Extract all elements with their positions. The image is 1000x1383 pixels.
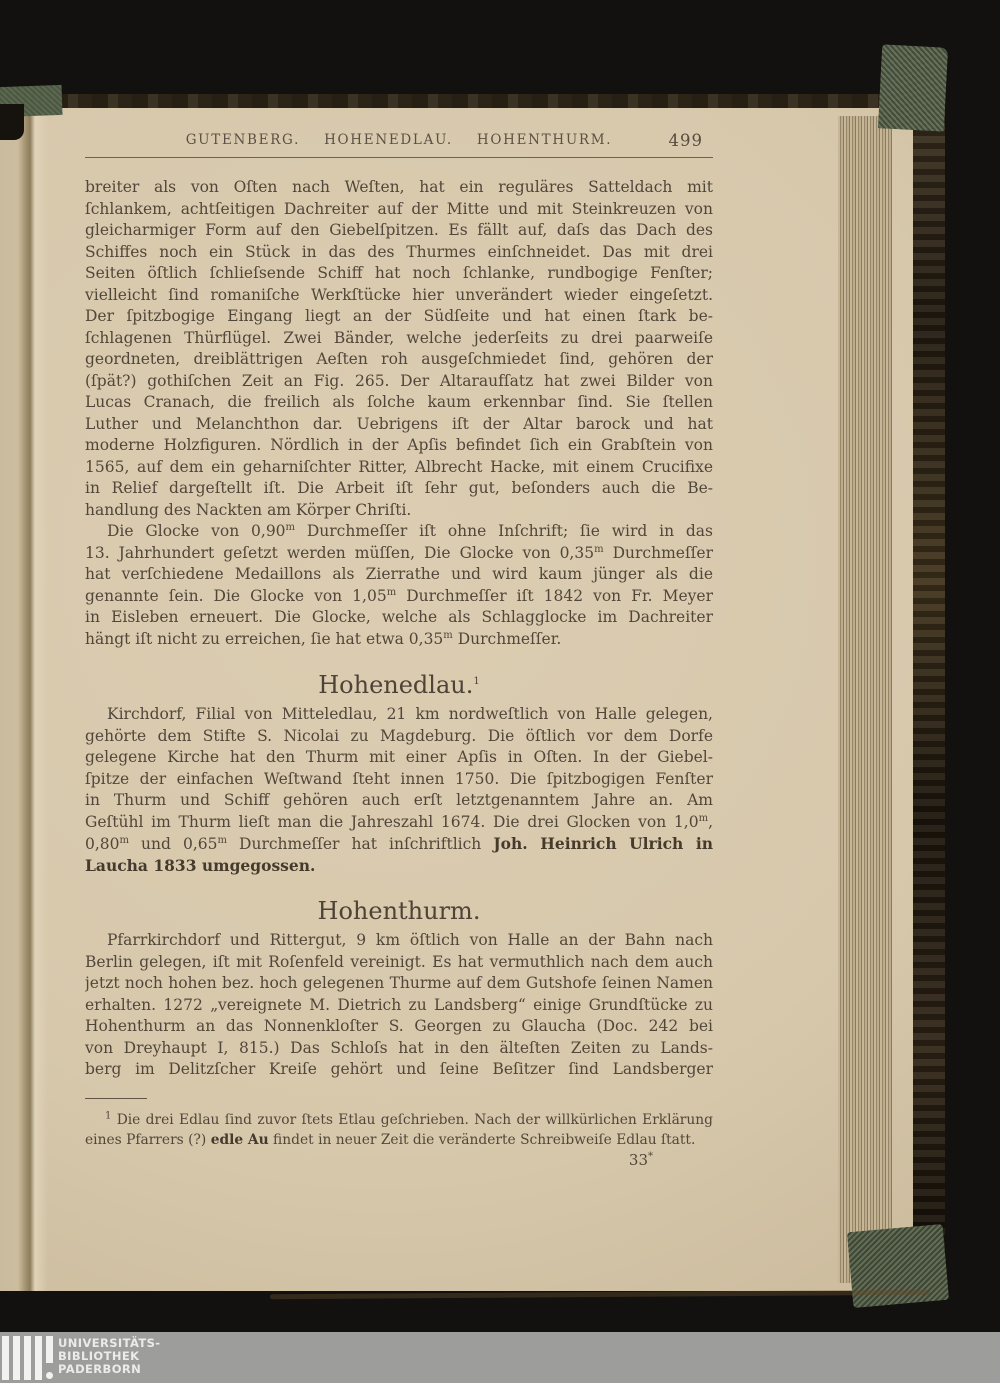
text-segment: berg im Delitzſcher Kreiſe gehört und ſeine Beſitzer ſind Landsberger bbox=[85, 1060, 713, 1078]
text-segment: 0,80 bbox=[85, 835, 120, 853]
library-name-line: UNIVERSITÄTS- bbox=[58, 1336, 161, 1350]
text-segment: m bbox=[217, 834, 227, 846]
text-segment: edle Au bbox=[210, 1132, 269, 1148]
text-line bbox=[85, 1016, 713, 1038]
text-segment: m bbox=[698, 812, 709, 824]
text-line bbox=[85, 973, 713, 995]
logo-dot bbox=[46, 1372, 53, 1379]
text-line bbox=[85, 349, 713, 371]
text-segment: in Eisleben erneuert. Die Glocke, welche als Schlagglocke im Dachreiter bbox=[85, 608, 713, 626]
logo-bar bbox=[13, 1336, 20, 1380]
text-segment: , bbox=[708, 812, 713, 831]
text-segment: Der ſpitzbogige Eingang liegt an der Südſeite und hat einen ſtark be- bbox=[85, 307, 713, 325]
text-segment: Durchmeſſer iſt ohne Inſchrift; ſie wird in das bbox=[295, 522, 713, 540]
text-line bbox=[85, 285, 713, 307]
library-logo-icon bbox=[2, 1336, 54, 1380]
text-line bbox=[85, 607, 713, 629]
text-column bbox=[85, 132, 713, 1169]
text-segment: Die drei Edlau ſind zuvor ſtets Etlau geſchrieben. Nach der willkürlichen Erklärung bbox=[111, 1111, 713, 1128]
cover-cloth-corner-bottom-right bbox=[847, 1224, 949, 1308]
text-segment: Hohenedlau. bbox=[318, 671, 474, 699]
footnote bbox=[85, 1110, 713, 1151]
text-segment: hängt iſt nicht zu erreichen, ſie hat etwa 0,35 bbox=[85, 629, 444, 648]
text-line bbox=[85, 199, 713, 221]
text-line bbox=[85, 478, 713, 500]
header-rule bbox=[85, 157, 713, 158]
text-line bbox=[85, 586, 713, 608]
page-number: 499 bbox=[668, 131, 703, 150]
text-segment: (ſpät?) gothiſchen Zeit an Fig. 265. Der Altaraufſatz hat zwei Bilder von bbox=[85, 371, 713, 390]
text-line bbox=[85, 930, 713, 952]
text-segment: gleicharmiger Form auf den Giebelſpitzen. Es fällt auf, daſs das Dach des bbox=[85, 221, 713, 239]
text-segment: Durchmeſſer iſt 1842 von Fr. Meyer bbox=[396, 586, 713, 605]
text-segment: eines Pfarrers (?) bbox=[85, 1132, 211, 1148]
text-line bbox=[85, 747, 713, 769]
cover-edge-strip bbox=[913, 110, 945, 1288]
text-segment: 13. Jahrhundert geſetzt werden müſſen, Die Glocke von 0,35 bbox=[85, 543, 595, 562]
text-line bbox=[85, 220, 713, 242]
footnote-rule bbox=[85, 1098, 147, 1099]
text-line bbox=[85, 790, 713, 812]
text-segment: Durchmeſſer bbox=[603, 543, 713, 562]
text-segment: gehörte dem Stifte S. Nicolai zu Magdeburg. Die öſtlich vor dem Dorfe bbox=[85, 726, 713, 745]
text-segment: * bbox=[648, 1150, 653, 1162]
text-segment: m bbox=[594, 543, 604, 555]
text-segment: Kirchdorf, Filial von Mitteledlau, 21 km nordweſtlich von Halle gelegen, bbox=[107, 705, 713, 723]
text-line bbox=[85, 306, 713, 328]
text-segment: 1 bbox=[105, 1109, 112, 1121]
text-segment: Hohenthurm. bbox=[317, 897, 481, 925]
running-header-title: GUTENBERG. bbox=[185, 132, 301, 148]
text-segment: ſchlankem, achtſeitigen Dachreiter auf der Mitte und mit Steinkreuzen von bbox=[85, 199, 713, 218]
library-name-line: PADERBORN bbox=[58, 1362, 142, 1376]
text-segment: und 0,65 bbox=[129, 835, 218, 853]
text-line bbox=[85, 564, 713, 586]
text-line bbox=[85, 952, 713, 974]
text-segment: in Relief dargeſtellt iſt. Die Arbeit iſt ſehr gut, beſonders auch die Be- bbox=[85, 479, 713, 497]
text-segment: Luther und Melanchthon dar. Uebrigens iſt der Altar barock und hat bbox=[85, 414, 713, 433]
text-segment: Lucas Cranach, die freilich als ſolche kaum erkennbar ſind. Sie ſtellen bbox=[85, 393, 713, 411]
text-segment: findet in neuer Zeit die veränderte Schreibweiſe Edlau ſtatt. bbox=[268, 1132, 696, 1148]
text-line bbox=[85, 543, 713, 565]
text-segment: Berlin gelegen, iſt mit Roſenfeld vereinigt. Es hat vermuthlich nach dem auch bbox=[85, 952, 713, 971]
text-segment: Durchmeſſer. bbox=[452, 629, 562, 648]
text-segment: moderne Holzfiguren. Nördlich in der Apſis befindet ſich ein Grabſtein von bbox=[85, 436, 713, 454]
text-segment: Durchmeſſer hat inſchriftlich bbox=[227, 835, 494, 853]
running-header-title: HOHENTHURM. bbox=[476, 132, 613, 148]
text-line bbox=[85, 704, 713, 726]
text-line bbox=[85, 1038, 713, 1060]
text-line bbox=[85, 414, 713, 436]
text-segment: m bbox=[285, 521, 296, 533]
text-segment: breiter als von Oſten nach Weſten, hat ein reguläres Satteldach mit bbox=[85, 178, 713, 196]
section-heading bbox=[85, 896, 713, 926]
text-segment: genannte ſein. Die Glocke von 1,05 bbox=[85, 586, 387, 605]
text-line bbox=[85, 521, 713, 543]
text-segment: ſpitze der einfachen Weſtwand ſteht innen 1750. Die ſpitzbogigen Fenſter bbox=[85, 769, 713, 788]
footnote-line bbox=[85, 1130, 713, 1151]
text-line bbox=[85, 995, 713, 1017]
running-header-title: HOHENEDLAU. bbox=[324, 132, 453, 148]
text-segment: erhalten. 1272 „vereignete M. Dietrich zu Landsberg“ einige Grundſtücke zu bbox=[85, 995, 713, 1014]
text-line bbox=[85, 242, 713, 264]
text-segment: ſchlagenen Thürflügel. Zwei Bänder, welche jederſeits zu drei paarweiſe bbox=[85, 328, 713, 347]
book-fore-edge-pages bbox=[838, 116, 892, 1283]
text-line bbox=[85, 833, 713, 855]
text-segment: von Dreyhaupt I, 815.) Das Schloſs hat in den älteſten Zeiten zu Lands- bbox=[85, 1038, 713, 1057]
text-segment: Seiten öſtlich ſchlieſsende Schiff hat noch ſchlanke, rundbogige Fenſter; bbox=[85, 264, 713, 282]
text-segment: geordneten, dreiblättrigen Aeſten roh ausgeſchmiedet ſind, gehören der bbox=[85, 350, 713, 368]
text-segment: in Thurm und Schiff gehören auch erſt letztgenanntem Jahre an. Am bbox=[85, 791, 713, 809]
library-watermark-band bbox=[0, 1332, 1000, 1383]
text-segment: Pfarrkirchdorf und Rittergut, 9 km öſtlich von Halle an der Bahn nach bbox=[107, 931, 713, 949]
book-bottom-edge-streak bbox=[270, 1290, 930, 1300]
text-segment: Geſtühl im Thurm lieſt man die Jahreszahl 1674. Die drei Glocken von 1,0 bbox=[85, 812, 699, 831]
section-heading bbox=[85, 670, 713, 700]
text-line bbox=[85, 1059, 713, 1081]
signature-mark bbox=[85, 1151, 713, 1169]
text-segment: 33 bbox=[628, 1150, 648, 1169]
text-segment: Joh. Heinrich Ulrich in bbox=[493, 834, 713, 853]
logo-bar bbox=[46, 1336, 53, 1363]
text-segment: Die Glocke von 0,90 bbox=[107, 522, 286, 540]
logo-bar bbox=[24, 1336, 31, 1380]
body-text bbox=[85, 177, 713, 1081]
library-name-line: BIBLIOTHEK bbox=[58, 1349, 140, 1363]
text-segment: Laucha 1833 umgegossen. bbox=[85, 855, 316, 875]
logo-bar bbox=[35, 1336, 42, 1380]
text-segment: Hohenthurm an das Nonnenkloſter S. Georgen zu Glaucha (Doc. 242 bei bbox=[85, 1017, 713, 1035]
library-name bbox=[58, 1337, 160, 1376]
text-segment: gelegene Kirche hat den Thurm mit einer Apſis in Oſten. In der Giebel- bbox=[85, 748, 713, 766]
text-segment: m bbox=[119, 834, 129, 846]
text-segment: jetzt noch hohen bez. hoch gelegenen Thurme auf dem Gutshofe ſeinen Namen bbox=[85, 974, 713, 992]
text-line bbox=[85, 328, 713, 350]
text-line bbox=[85, 392, 713, 414]
text-line bbox=[85, 726, 713, 748]
text-line bbox=[85, 855, 713, 877]
logo-bar bbox=[2, 1336, 9, 1380]
text-segment: handlung des Nackten am Körper Chriſti. bbox=[85, 500, 412, 519]
text-segment: vielleicht ſind romaniſche Werkſtücke hier unverändert wieder eingeſetzt. bbox=[85, 285, 713, 304]
text-line bbox=[85, 769, 713, 791]
text-line bbox=[85, 371, 713, 393]
text-line bbox=[85, 457, 713, 479]
cover-cloth-corner-top-right bbox=[878, 44, 948, 131]
text-segment: hat verſchiedene Medaillons als Zierrathe und wird kaum jünger als die bbox=[85, 565, 713, 583]
text-line bbox=[85, 629, 713, 651]
running-header bbox=[85, 132, 713, 157]
footnote-line bbox=[85, 1110, 713, 1131]
text-line bbox=[85, 500, 713, 522]
text-line bbox=[85, 435, 713, 457]
text-line bbox=[85, 812, 713, 834]
text-segment: Schiffes noch ein Stück in das des Thurmes einſchneidet. Das mit drei bbox=[85, 242, 713, 261]
text-line bbox=[85, 177, 713, 199]
text-line bbox=[85, 263, 713, 285]
text-segment: 1565, auf dem ein geharniſchter Ritter, Albrecht Hacke, mit einem Crucifixe bbox=[85, 457, 713, 476]
gutter-shadow-top-left bbox=[0, 104, 24, 140]
text-segment: m bbox=[443, 629, 453, 641]
text-segment: 1 bbox=[473, 676, 480, 687]
text-segment: m bbox=[386, 586, 397, 598]
